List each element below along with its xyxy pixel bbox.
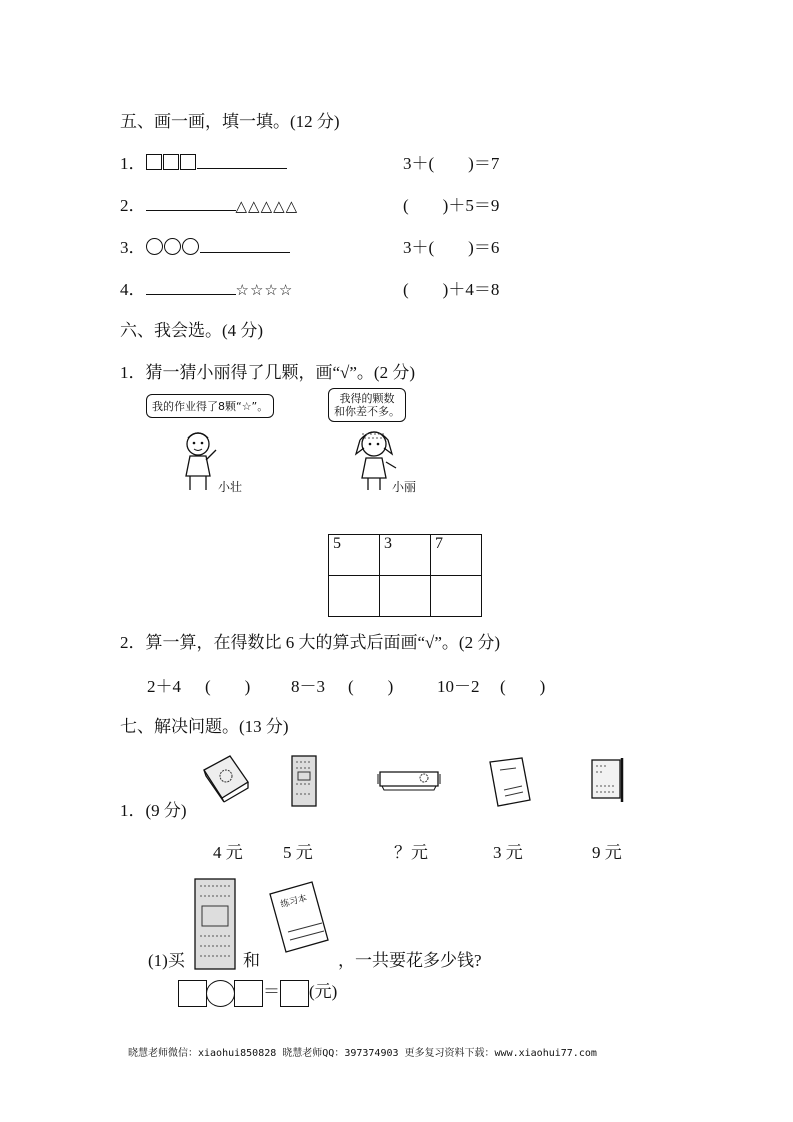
expr-3: 10－2 [437, 677, 480, 696]
expr-1: 2＋4 [147, 677, 181, 696]
s7-q1-label: 1．(9 分) [120, 801, 187, 820]
s5-row4-blank[interactable] [146, 293, 236, 295]
squares-shapes [146, 154, 197, 173]
s5-row3-num: 3． [120, 238, 146, 257]
options-grid [328, 534, 482, 617]
answer-box-result[interactable] [280, 980, 309, 1007]
price-5: 9 元 [592, 843, 622, 862]
equals-sign: ＝ [263, 982, 280, 1001]
s7-sub1-prefix: (1)买 [148, 951, 185, 970]
answer-cell[interactable] [380, 576, 431, 617]
price-1: 4 元 [213, 843, 243, 862]
s5-row2 [120, 191, 298, 216]
section5-title: 五、画一画，填一填。(12 分) [120, 112, 340, 131]
s5-row1-num: 1． [120, 154, 146, 173]
speech-bubble-left: 我的作业得了8颗“☆”。 [146, 394, 274, 418]
s7-sub1-suffix: ，一共要花多少钱? [338, 951, 482, 970]
exercise-book-small-icon [486, 756, 534, 808]
book-icon [290, 754, 320, 810]
bubble-right-line2: 和你差不多。 [334, 405, 400, 418]
boy-figure-icon [176, 430, 222, 492]
name-right: 小丽 [392, 480, 417, 494]
expr-1-paren[interactable]: ( ) [205, 677, 251, 696]
price-2: 5 元 [283, 843, 313, 862]
price-4: 3 元 [493, 843, 523, 862]
speech-bubble-right [328, 388, 406, 422]
option-cell: 5 [329, 535, 380, 576]
bubble-right-line1: 我得的颗数 [339, 392, 395, 405]
dictionary-icon [588, 756, 630, 804]
big-book-icon [192, 876, 238, 972]
name-left: 小壮 [218, 480, 243, 494]
s5-row1-blank[interactable] [197, 167, 287, 169]
s7-sub1-and: 和 [243, 951, 260, 970]
s5-row3-blank[interactable] [200, 251, 290, 253]
s5-row1 [120, 149, 287, 174]
triangles-shapes: △△△△△ [235, 199, 299, 215]
pencil-case-icon [200, 752, 252, 804]
answer-box-2[interactable] [234, 980, 263, 1007]
stars-shapes: ☆☆☆☆ [235, 283, 294, 299]
option-cell: 3 [380, 535, 431, 576]
s6-q2: 2．算一算，在得数比 6 大的算式后面画“√”。(2 分) [120, 633, 500, 652]
price-3: ？元 [394, 843, 428, 862]
answer-cell[interactable] [329, 576, 380, 617]
answer-equation [178, 977, 337, 1007]
ruler-box-icon [376, 766, 442, 792]
section6-title: 六、我会选。(4 分) [120, 321, 264, 340]
s5-row2-num: 2． [120, 196, 146, 215]
s5-row3 [120, 233, 290, 258]
s5-row4-num: 4． [120, 280, 146, 299]
footer-text: 晓慧老师微信：xiaohui850828 晓慧老师QQ：397374903 更多复习资料下载：www.xiaohui77.com [128, 1048, 597, 1059]
notebook-label: 练习本 [279, 893, 309, 911]
answer-cell[interactable] [431, 576, 482, 617]
answer-box-1[interactable] [178, 980, 207, 1007]
s5-row4 [120, 275, 293, 300]
s5-row3-equation[interactable]: 3＋( )＝6 [403, 238, 500, 257]
s5-row1-equation[interactable]: 3＋( )＝7 [403, 154, 500, 173]
section7-title: 七、解决问题。(13 分) [120, 717, 289, 736]
expr-2: 8－3 [291, 677, 325, 696]
circles-shapes [146, 238, 200, 257]
s5-row4-equation[interactable]: ( )＋4＝8 [403, 280, 500, 299]
expr-2-paren[interactable]: ( ) [348, 677, 394, 696]
unit-label: (元) [309, 982, 338, 1001]
expr-3-paren[interactable]: ( ) [500, 677, 546, 696]
s6-q1: 1．猜一猜小丽得了几颗，画“√”。(2 分) [120, 363, 415, 382]
option-cell: 7 [431, 535, 482, 576]
s5-row2-blank[interactable] [146, 209, 236, 211]
s5-row2-equation[interactable]: ( )＋5＝9 [403, 196, 500, 215]
operator-circle[interactable] [206, 980, 235, 1007]
